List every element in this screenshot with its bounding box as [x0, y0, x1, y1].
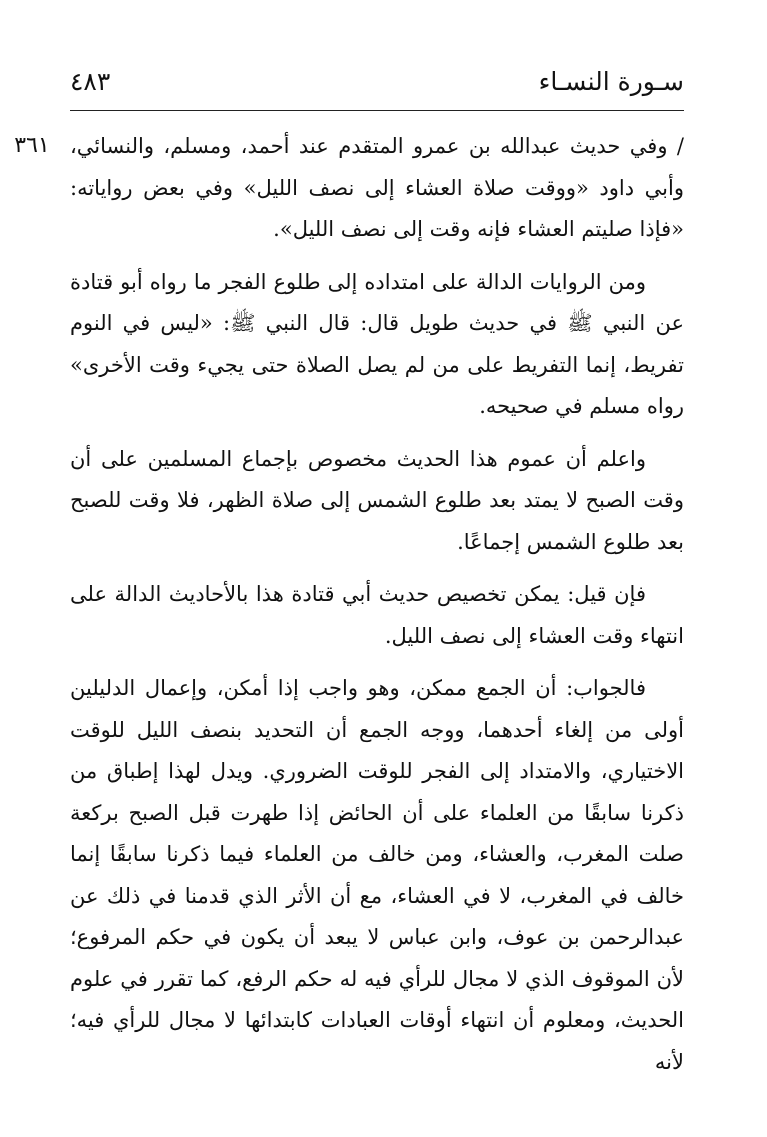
paragraph-3: واعلم أن عموم هذا الحديث مخصوص بإجماع المسلمين على أن وقت الصبح لا يمتد بعد طلوع الشمس إلى صلاة الظهر، فلا وقت للصبح بعد طلوع الشمس إجماعًا. — [70, 446, 684, 554]
running-title: سـورة النسـاء — [538, 67, 684, 96]
paragraph-5: فالجواب: أن الجمع ممكن، وهو واجب إذا أمكن، وإعمال الدليلين أولى من إلغاء أحدهما، ووجه الجمع أن التحديد بنصف الليل للوقت الاختياري، والامتداد إلى الفجر للوقت الضروري. ويدل لهذا إطباق من ذكرنا سابقًا من العلماء على أن الحائض إذا طهرت قبل الصبح بركعة صلت المغرب، والعشاء، ومن خالف من العلماء فيما ذكرنا سابقًا إنما خالف في المغرب، لا في العشاء، مع أن الأثر الذي قدمنا في ذلك عن عبدالرحمن بن عوف، وابن عباس لا يبعد أن يكون في حكم المرفوع؛ لأن الموقوف الذي لا مجال للرأي فيه له حكم الرفع، كما تقرر في علوم الحديث، ومعلوم أن انتهاء أوقات العبادات كابتدائها لا مجال للرأي فيه؛ لأنه — [70, 676, 684, 1074]
header-divider — [70, 110, 684, 111]
page-header — [70, 64, 684, 104]
body-text — [70, 126, 684, 1083]
paragraph-4: فإن قيل: يمكن تخصيص حديث أبي قتادة هذا بالأحاديث الدالة على انتهاء وقت العشاء إلى نصف الليل. — [70, 582, 684, 648]
paragraph-2: ومن الروايات الدالة على امتداده إلى طلوع الفجر ما رواه أبو قتادة عن النبي ﷺ في حديث طويل قال: قال النبي ﷺ: «ليس في النوم تفريط، إنما التفريط على من لم يصل الصلاة حتى يجيء وقت الأخرى» رواه مسلم في صحيحه. — [70, 269, 684, 418]
page-number: ٤٨٣ — [70, 67, 111, 96]
paragraph-1: / وفي حديث عبدالله بن عمرو المتقدم عند أحمد، ومسلم، والنسائي، وأبي داود «ووقت صلاة العشاء إلى نصف الليل» وفي بعض رواياته: «فإذا صليتم العشاء فإنه وقت إلى نصف الليل». — [70, 134, 684, 241]
margin-reference-number: ٣٦١ — [14, 133, 50, 158]
